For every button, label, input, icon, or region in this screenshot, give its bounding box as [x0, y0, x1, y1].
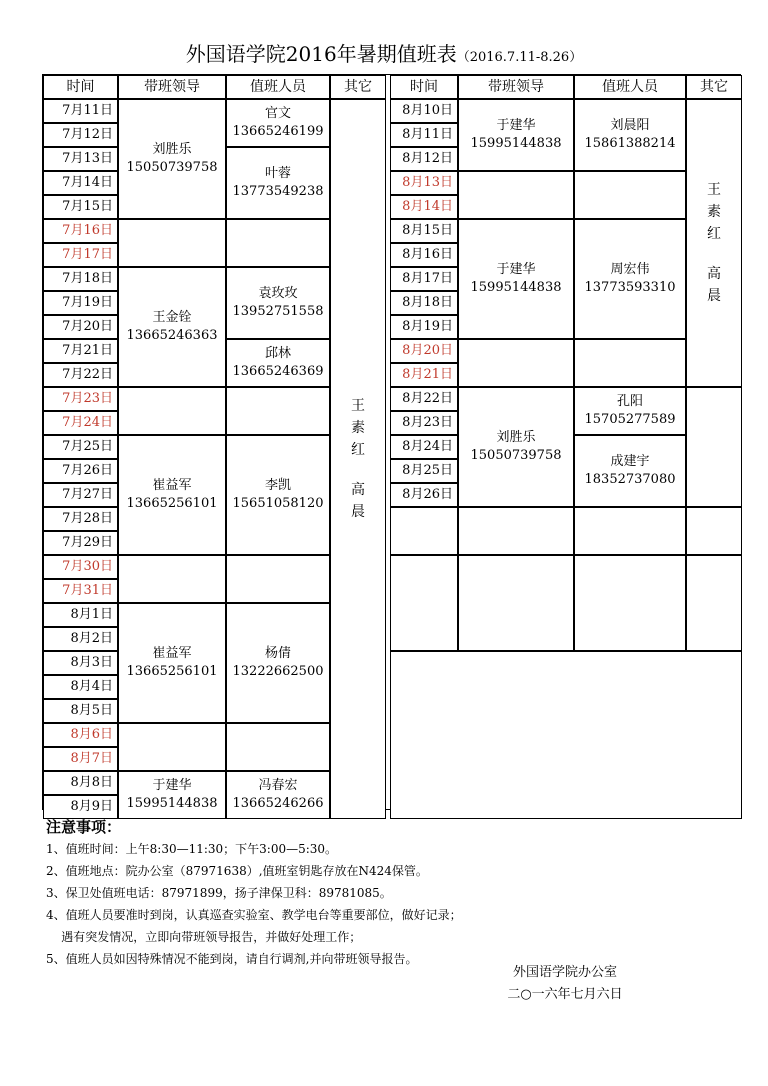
- date-cell: [43, 651, 118, 675]
- header-time: [43, 75, 118, 99]
- empty-cell: [686, 507, 742, 555]
- other-char: 晨: [707, 288, 721, 304]
- staff-cell-name: 杨倩: [264, 646, 291, 661]
- other-cell: [686, 99, 742, 387]
- date-label: 8月5日: [70, 703, 113, 718]
- date-label: 8月23日: [402, 415, 453, 430]
- staff-cell: [226, 339, 330, 387]
- leader-cell: [458, 219, 574, 339]
- date-cell: [43, 675, 118, 699]
- date-label: 7月14日: [62, 175, 113, 190]
- empty-cell: [458, 339, 574, 387]
- leader-cell-phone: 13665256101: [126, 496, 218, 511]
- leader-cell-name: 于建华: [496, 118, 536, 133]
- leader-cell: [458, 387, 574, 507]
- empty-cell: [390, 651, 742, 819]
- date-cell: [43, 315, 118, 339]
- header-other-label: 其它: [344, 79, 372, 95]
- header-time-2-label: 时间: [410, 79, 438, 95]
- signature-date: 二○一六年七月六日: [507, 987, 623, 1002]
- date-cell: [390, 267, 458, 291]
- date-cell: [390, 219, 458, 243]
- date-cell: [43, 339, 118, 363]
- date-label: 8月17日: [402, 271, 453, 286]
- date-label: 8月14日: [402, 199, 453, 214]
- note-item: 2、值班地点：院办公室（87971638）,值班室钥匙存放在N424保管。: [46, 864, 428, 878]
- leader-cell-phone: 13665246363: [126, 328, 218, 343]
- empty-cell: [390, 555, 458, 651]
- date-label: 7月21日: [62, 343, 113, 358]
- date-cell: [43, 99, 118, 123]
- date-label: 7月19日: [62, 295, 113, 310]
- leader-cell-phone: 13665256101: [126, 664, 218, 679]
- date-cell: [43, 387, 118, 411]
- date-cell: [390, 291, 458, 315]
- date-label: 7月29日: [62, 535, 113, 550]
- date-label: 8月8日: [70, 775, 113, 790]
- date-cell: [43, 219, 118, 243]
- date-cell: [390, 411, 458, 435]
- staff-cell: [226, 603, 330, 723]
- header-staff: [226, 75, 330, 99]
- date-label: 8月3日: [70, 655, 113, 670]
- leader-cell: [118, 435, 226, 555]
- date-cell: [43, 243, 118, 267]
- header-time-label: 时间: [66, 79, 95, 95]
- date-label: 7月31日: [62, 583, 113, 598]
- date-cell: [43, 603, 118, 627]
- leader-cell-name: 刘胜乐: [496, 430, 536, 445]
- date-cell: [43, 579, 118, 603]
- date-cell: [43, 267, 118, 291]
- empty-cell: [226, 723, 330, 771]
- date-label: 8月20日: [402, 343, 453, 358]
- header-staff-2: [574, 75, 686, 99]
- date-label: 8月19日: [402, 319, 453, 334]
- empty-cell: [686, 387, 742, 507]
- leader-cell: [118, 99, 226, 219]
- staff-cell: [574, 387, 686, 435]
- date-cell: [43, 507, 118, 531]
- empty-cell: [226, 387, 330, 435]
- date-label: 7月20日: [62, 319, 113, 334]
- date-cell: [43, 171, 118, 195]
- date-label: 8月26日: [402, 487, 453, 502]
- empty-cell: [458, 507, 574, 555]
- date-label: 8月22日: [402, 391, 453, 406]
- staff-cell-name: 成建宇: [610, 454, 650, 469]
- date-cell: [43, 555, 118, 579]
- header-leader-2: [458, 75, 574, 99]
- duty-schedule-table: [42, 74, 741, 814]
- empty-cell: [574, 339, 686, 387]
- empty-cell: [118, 555, 226, 603]
- leader-cell-name: 于建华: [152, 778, 192, 793]
- leader-cell: [118, 771, 226, 819]
- empty-cell: [226, 219, 330, 267]
- date-label: 8月25日: [402, 463, 453, 478]
- staff-cell-phone: 13665246199: [232, 124, 324, 139]
- date-label: 8月10日: [402, 103, 453, 118]
- staff-cell-name: 刘晨阳: [610, 118, 650, 133]
- date-cell: [390, 459, 458, 483]
- empty-cell: [686, 555, 742, 651]
- date-label: 8月9日: [70, 799, 113, 814]
- date-label: 7月13日: [62, 151, 113, 166]
- date-label: 8月2日: [70, 631, 113, 646]
- staff-cell: [574, 435, 686, 507]
- staff-cell-name: 袁玫玫: [258, 286, 298, 301]
- date-label: 8月15日: [402, 223, 453, 238]
- date-label: 7月24日: [62, 415, 113, 430]
- empty-cell: [118, 219, 226, 267]
- date-label: 8月7日: [70, 751, 113, 766]
- staff-cell-name: 孔阳: [616, 394, 643, 409]
- staff-cell: [574, 99, 686, 171]
- header-other-2: [686, 75, 742, 99]
- date-cell: [390, 243, 458, 267]
- header-other-2-label: 其它: [700, 79, 728, 95]
- staff-cell: [226, 771, 330, 819]
- title-date-range: （2016.7.11-8.26）: [456, 50, 583, 65]
- other-cell: [330, 99, 386, 819]
- date-cell: [390, 147, 458, 171]
- date-cell: [390, 363, 458, 387]
- date-label: 7月15日: [62, 199, 113, 214]
- empty-cell: [226, 555, 330, 603]
- empty-cell: [390, 507, 458, 555]
- date-label: 7月23日: [62, 391, 113, 406]
- date-cell: [43, 291, 118, 315]
- header-time-2: [390, 75, 458, 99]
- notes-heading: 注意事项：: [46, 818, 122, 836]
- staff-cell: [226, 435, 330, 555]
- staff-cell-name: 冯春宏: [258, 778, 298, 793]
- other-char: 红: [707, 226, 721, 242]
- staff-cell: [226, 147, 330, 219]
- date-label: 7月26日: [62, 463, 113, 478]
- signature-block: [470, 962, 660, 1006]
- empty-cell: [118, 723, 226, 771]
- date-label: 8月11日: [402, 127, 453, 142]
- note-item: 1、值班时间：上午8:30—11:30；下午3:00—5:30。: [46, 842, 338, 856]
- other-char: 高: [707, 266, 721, 282]
- staff-cell-phone: 15861388214: [584, 136, 676, 151]
- leader-cell-phone: 15995144838: [126, 796, 218, 811]
- date-cell: [43, 531, 118, 555]
- header-leader-2-label: 带班领导: [488, 79, 544, 95]
- date-label: 8月6日: [70, 727, 113, 742]
- date-label: 7月25日: [62, 439, 113, 454]
- date-cell: [390, 171, 458, 195]
- staff-cell: [226, 99, 330, 147]
- header-other: [330, 75, 386, 99]
- other-char: 素: [707, 204, 721, 220]
- date-label: 8月21日: [402, 367, 453, 382]
- empty-cell: [574, 171, 686, 219]
- date-cell: [43, 195, 118, 219]
- staff-cell-phone: 18352737080: [584, 472, 676, 487]
- date-cell: [43, 147, 118, 171]
- leader-cell-phone: 15050739758: [126, 160, 218, 175]
- date-cell: [390, 123, 458, 147]
- date-cell: [43, 123, 118, 147]
- staff-cell-phone: 13773549238: [232, 184, 324, 199]
- title-main: 外国语学院2016年暑期值班表: [185, 42, 457, 66]
- date-cell: [43, 435, 118, 459]
- leader-cell-name: 王金铨: [152, 310, 192, 325]
- staff-cell-phone: 13773593310: [584, 280, 676, 295]
- date-cell: [43, 411, 118, 435]
- date-cell: [43, 747, 118, 771]
- staff-cell: [226, 267, 330, 339]
- other-char: 王: [707, 182, 721, 198]
- other-char: 红: [351, 442, 365, 458]
- date-label: 7月12日: [62, 127, 113, 142]
- empty-cell: [458, 555, 574, 651]
- date-cell: [390, 435, 458, 459]
- staff-cell-phone: 15651058120: [232, 496, 324, 511]
- notes-section: [46, 816, 462, 970]
- date-label: 7月18日: [62, 271, 113, 286]
- date-cell: [390, 387, 458, 411]
- other-char: 高: [351, 482, 365, 498]
- page-title: [0, 38, 768, 67]
- date-label: 8月24日: [402, 439, 453, 454]
- staff-cell-name: 邱林: [264, 346, 291, 361]
- date-label: 8月18日: [402, 295, 453, 310]
- note-item: 遇有突发情况，立即向带班领导报告，并做好处理工作；: [46, 930, 362, 944]
- header-staff-2-label: 值班人员: [602, 79, 658, 95]
- staff-cell: [574, 219, 686, 339]
- empty-cell: [458, 171, 574, 219]
- signature-org: 外国语学院办公室: [512, 965, 617, 980]
- date-cell: [390, 315, 458, 339]
- staff-cell-name: 叶蓉: [264, 166, 291, 181]
- date-label: 8月12日: [402, 151, 453, 166]
- date-cell: [390, 339, 458, 363]
- date-cell: [43, 627, 118, 651]
- other-char: 晨: [351, 504, 365, 520]
- header-staff-label: 值班人员: [250, 79, 306, 95]
- leader-cell-name: 崔益军: [152, 478, 192, 493]
- date-label: 8月16日: [402, 247, 453, 262]
- staff-cell-phone: 15705277589: [584, 412, 676, 427]
- date-label: 8月1日: [70, 607, 113, 622]
- leader-cell-name: 于建华: [496, 262, 536, 277]
- note-item: 4、值班人员要准时到岗，认真巡查实验室、教学电台等重要部位，做好记录；: [46, 908, 462, 922]
- date-cell: [43, 723, 118, 747]
- date-label: 7月11日: [62, 103, 113, 118]
- staff-cell-phone: 13665246266: [232, 796, 324, 811]
- leader-cell: [118, 603, 226, 723]
- staff-cell-name: 李凯: [264, 478, 291, 493]
- empty-cell: [574, 555, 686, 651]
- date-cell: [43, 483, 118, 507]
- date-cell: [43, 699, 118, 723]
- date-label: 7月22日: [62, 367, 113, 382]
- date-label: 8月4日: [70, 679, 113, 694]
- staff-cell-name: 周宏伟: [610, 262, 650, 277]
- date-label: 8月13日: [402, 175, 453, 190]
- date-label: 7月30日: [62, 559, 113, 574]
- date-cell: [390, 483, 458, 507]
- date-label: 7月17日: [62, 247, 113, 262]
- leader-cell: [118, 267, 226, 387]
- note-item: 3、保卫处值班电话：87971899，扬子津保卫科：89781085。: [46, 886, 392, 900]
- leader-cell-phone: 15050739758: [470, 448, 562, 463]
- leader-cell: [458, 99, 574, 171]
- header-leader-label: 带班领导: [144, 79, 200, 95]
- date-cell: [43, 771, 118, 795]
- leader-cell-phone: 15995144838: [470, 136, 562, 151]
- other-char: 王: [351, 398, 365, 414]
- date-label: 7月16日: [62, 223, 113, 238]
- staff-cell-name: 官文: [264, 106, 291, 121]
- date-cell: [390, 195, 458, 219]
- date-label: 7月27日: [62, 487, 113, 502]
- other-char: 素: [351, 420, 365, 436]
- empty-cell: [118, 387, 226, 435]
- leader-cell-phone: 15995144838: [470, 280, 562, 295]
- empty-cell: [574, 507, 686, 555]
- staff-cell-phone: 13222662500: [232, 664, 324, 679]
- note-item: 5、值班人员如因特殊情况不能到岗，请自行调剂,并向带班领导报告。: [46, 952, 418, 966]
- date-cell: [43, 459, 118, 483]
- date-cell: [390, 99, 458, 123]
- staff-cell-phone: 13665246369: [232, 364, 324, 379]
- leader-cell-name: 崔益军: [152, 646, 192, 661]
- date-cell: [43, 363, 118, 387]
- header-leader: [118, 75, 226, 99]
- staff-cell-phone: 13952751558: [232, 304, 324, 319]
- leader-cell-name: 刘胜乐: [152, 142, 192, 157]
- date-label: 7月28日: [62, 511, 113, 526]
